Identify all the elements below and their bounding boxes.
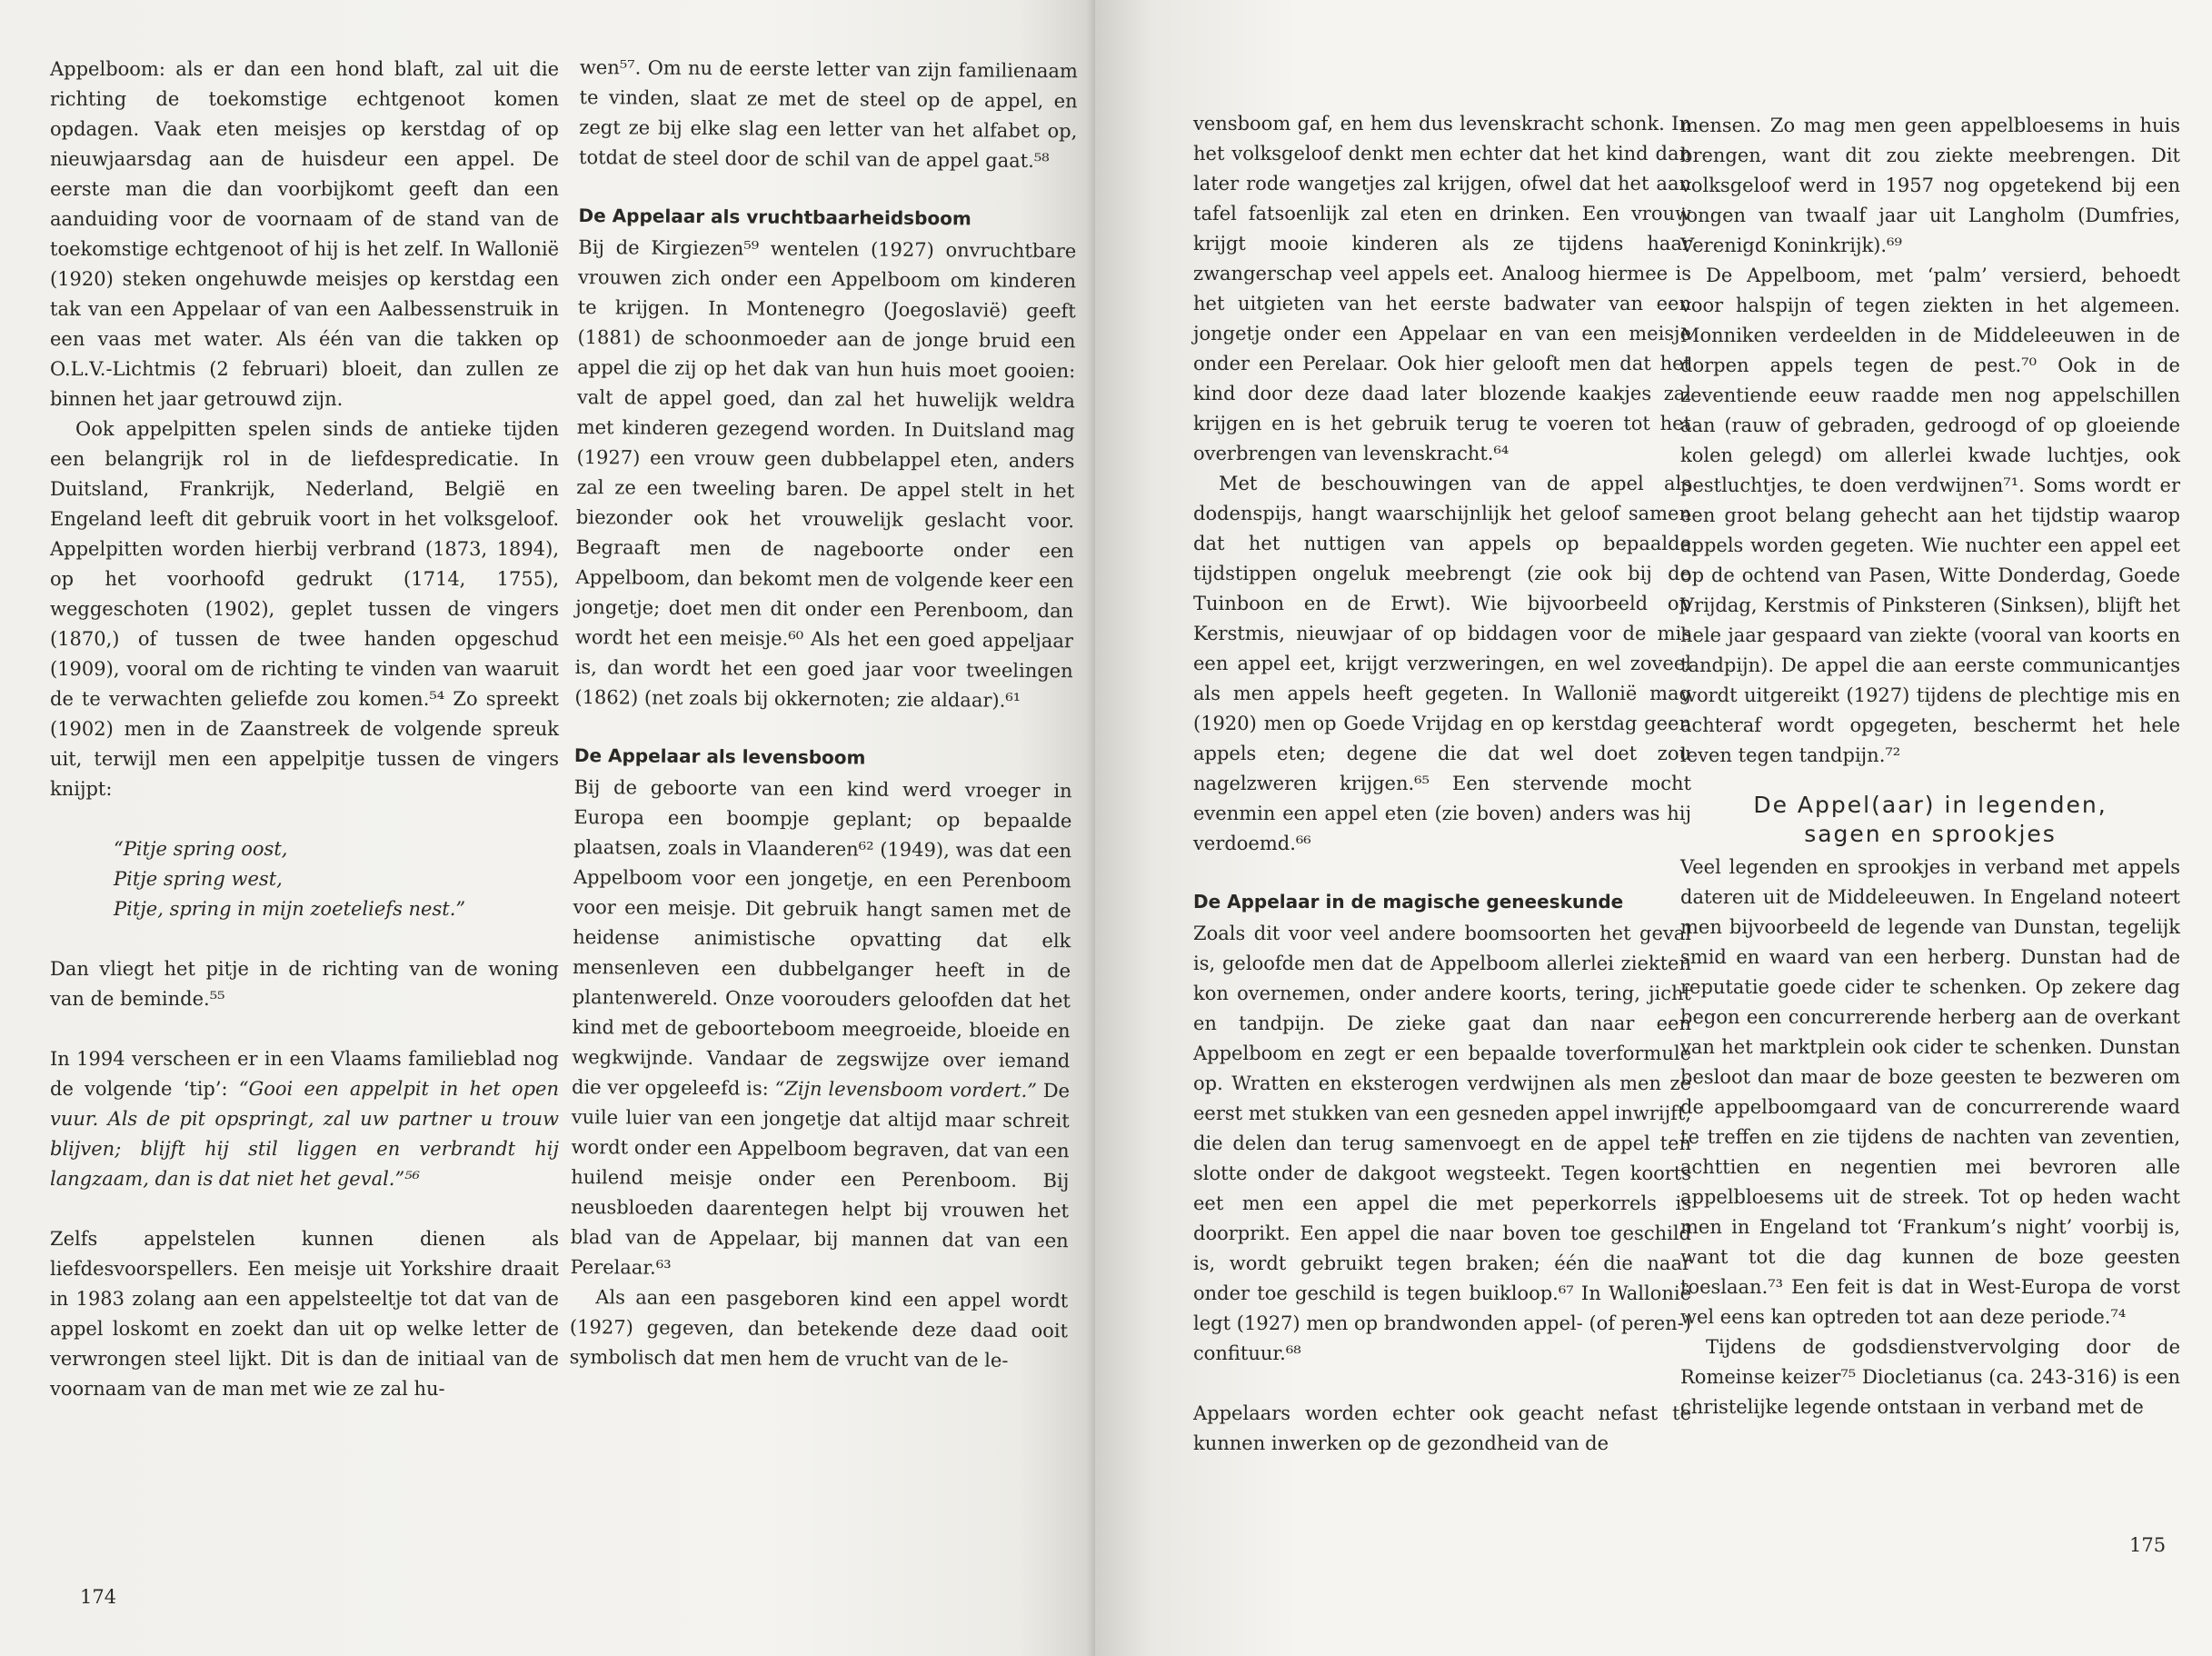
left-page: [0, 0, 1095, 1656]
paragraph: Tijdens de godsdienstvervolging door de Romeinse keizer⁷⁵ Diocletianus (ca. 243-316) is een christelijke legende ontstaan in verband met de: [1680, 1336, 2180, 1418]
paragraph: [570, 773, 1071, 1286]
section-heading: De Appelaar als levensboom: [573, 743, 866, 769]
quoted-tip: “Gooi een appelpit in het open vuur. Als de pit opspringt, zal uw partner u trouw blijven; blijft hij stil liggen en verbrandt hij langzaam, dan is dat niet het geval.”⁵⁶: [50, 1078, 559, 1190]
saying: “Zijn levensboom vordert.”: [774, 1077, 1038, 1102]
page-number: 175: [2129, 1534, 2167, 1556]
heading-line: De Appel(aar) in legenden,: [1753, 792, 2107, 818]
paragraph: Bij de Kirgiezen⁵⁹ wentelen (1927) onvruchtbare vrouwen zich onder een Appelboom om kinderen te krijgen. In Montenegro (Joegoslavië) geeft (1881) de schoonmoeder aan de jonge bruid een appel die zij op het dak van hun huis moet gooien: valt de appel goed, dan zal het huwelijk weldra met kinderen gezegend worden. In Duitsland mag (1927) een vrouw geen dubbelappel eten, anders zal ze een tweeling baren. De appel stelt in het biezonder ook het vrouwelijk geslacht voor. Begraaft men de nageboorte onder een Appelboom, dan bekomt men de volgende keer een jongetje; doet men dit onder een Perenboom, dan wordt het een meisje.⁶⁰ Als het een goed appeljaar is, dan wordt het een goed jaar voor tweelingen (1862) (net zoals bij okkernoten; zie aldaar).⁶¹: [574, 235, 1077, 712]
paragraph: [50, 1044, 559, 1194]
paragraph: Ook appelpitten spelen sinds de antieke tijden een belangrijk rol in de liefdespredicatie. In Duitsland, Frankrijk, Nederland, België en Engeland leeft dit gebruik voort in het volksgeloof. Appelpitten worden hierbij verbrand (1873, 1894), op het voorhoofd gedrukt (1714, 1755), weggeschoten (1902), geplet tussen de vingers (1870,) of tussen de twee handen opgeschud (1909), vooral om de richting te vinden van waaruit de te verwachten geliefde zou komen.⁵⁴ Zo spreekt (1902) men in de Zaanstreek de volgende spreuk uit, terwijl men een appelpitje tussen de vingers knijpt:: [50, 418, 559, 800]
verse-block: [114, 834, 559, 924]
right-column-2: [1680, 111, 2180, 1422]
verse-line: Pitje, spring in mijn zoeteliefs nest.”: [114, 898, 466, 920]
paragraph: Zelfs appelstelen kunnen dienen als liefdesvoorspellers. Een meisje uit Yorkshire draait in 1983 zolang aan een appelsteeltje tot dat van de appel loskomt en zoekt dan uit op welke letter de verwrongen steel lijkt. Dit is dan de initiaal van de voornaam van de man met wie ze zal hu-: [50, 1228, 559, 1400]
right-column-1: [1193, 109, 1691, 1459]
right-page: [1095, 0, 2212, 1656]
paragraph-text: In 1994 verscheen er in een Vlaams familieblad nog de volgende ‘tip’:: [50, 1048, 559, 1100]
paragraph: Als aan een pasgeboren kind een appel wordt (1927) gegeven, dan betekende deze daad ooit symbolisch dat men hem de vrucht van de le-: [569, 1286, 1069, 1372]
paragraph: mensen. Zo mag men geen appelbloesems in huis brengen, want dit zou ziekte meebrengen. Dit volksgeloof werd in 1957 nog opgetekend bij een jongen van twaalf jaar uit Langholm (Dumfries, Verenigd Koninkrijk).⁶⁹: [1680, 115, 2180, 256]
paragraph: wen⁵⁷. Om nu de eerste letter van zijn familienaam te vinden, slaat ze met de steel op de appel, en zegt ze bij elke slag een letter van het alfabet op, totdat de steel door de schil van de appel gaat.⁵⁸: [579, 55, 1078, 173]
heading-line: sagen en sprookjes: [1804, 821, 2057, 847]
paragraph: Met de beschouwingen van de appel als dodenspijs, hangt waarschijnlijk het geloof samen dat het nuttigen van appels op bepaalde tijdstippen ongeluk meebrengt (zie ook bij de Tuinboon en de Erwt). Wie bijvoorbeeld op Kerstmis, nieuwjaar of op biddagen voor de mis een appel eet, krijgt verzweringen, en wel zoveel als men appels heeft gegeten. In Wallonië mag (1920) men op Goede Vrijdag en op kerstdag geen appels eten; degene die dat wel doet zou nagelzweren krijgen.⁶⁵ Een stervende mocht evenmin een appel eten (zie boven) anders was hij verdoemd.⁶⁶: [1193, 473, 1691, 854]
verse-line: “Pitje spring oost,: [114, 838, 288, 860]
paragraph: De Appelboom, met ‘palm’ versierd, behoedt voor halspijn of tegen ziekten in het algemeen. Monniken verdeelden in de Middeleeuwen in de dorpen appels tegen de pest.⁷⁰ Ook in de zeventiende eeuw raadde men nog appelschillen aan (rauw of gebraden, gedroogd of op gloeiende kolen gelegd) om allerlei kwade luchtjes, ook pestluchtjes, te doen verdwijnen⁷¹. Soms wordt er een groot belang gehecht aan het tijdstip waarop appels worden gegeten. Wie nuchter een appel eet op de ochtend van Pasen, Witte Donderdag, Goede Vrijdag, Kerstmis of Pinksteren (Sinksen), blijft het hele jaar gespaard van ziekte (vooral van koorts en tandpijn). De appel die aan eerste communicantjes wordt uitgereikt (1927) tijdens de plechtige mis en achteraf wordt opgegeten, beschermt het hele leven tegen tandpijn.⁷²: [1680, 264, 2180, 766]
section-heading: De Appelaar in de magische geneeskunde: [1193, 891, 1624, 913]
section-heading: De Appelaar als vruchtbaarheidsboom: [578, 204, 971, 230]
paragraph-text: De vuile luier van een jongetje dat altijd maar schreit wordt onder een Appelboom begraven, dat van een huilend meisje onder een Perenboom. Bij neusbloeden daarentegen helpt bij vrouwen het blad van de Appelaar, bij mannen dat van een Perelaar.⁶³: [570, 1079, 1071, 1279]
paragraph: Veel legenden en sprookjes in verband met appels dateren uit de Middeleeuwen. In Engeland noteert men bijvoorbeeld de legende van Dunstan, tegelijk smid en waard van een herberg. Dunstan had de reputatie goede cider te schenken. Op zekere dag begon een concurrerende herberg aan de overkant van het marktplein ook cider te schenken. Dunstan besloot dan maar de boze geesten te bezweren om de appelboomgaard van de concurrerende waard te treffen en zie tijdens de nachten van zeventien, achttien en negentien mei bevroren alle appelbloesems uit de streek. Tot op heden wacht men in Engeland tot ‘Frankum’s night’ voorbij is, want tot die dag kunnen de boze geesten toeslaan.⁷³ Een feit is dat in West-Europa de vorst wel eens kan optreden tot aan deze periode.⁷⁴: [1680, 856, 2180, 1328]
left-column-2: [570, 53, 1078, 1376]
page-number: 174: [80, 1586, 117, 1608]
verse-line: Pitje spring west,: [114, 868, 283, 890]
chapter-section-heading: [1680, 791, 2180, 849]
paragraph: Appelaars worden echter ook geacht nefast te kunnen inwerken op de gezondheid van de: [1193, 1402, 1691, 1454]
paragraph: Dan vliegt het pitje in de richting van de woning van de beminde.⁵⁵: [50, 958, 559, 1010]
paragraph: Zoals dit voor veel andere boomsoorten het geval is, geloofde men dat de Appelboom allerlei ziekten kon overnemen, onder andere koorts, tering, jicht en tandpijn. De zieke gaat dan naar een Appelboom en zegt er een bepaalde toverformule op. Wratten en eksterogen verdwijnen als men ze eerst met stukken van een gesneden appel inwrijft, die delen dan terug samenvoegt en de appel ten slotte onder de dakgoot wegsteekt. Tegen koorts eet men een appel die met peperkorrels is doorprikt. Een appel die naar boven toe geschild is, wordt gebruikt tegen braken; één die naar onder toe geschild is tegen buikloop.⁶⁷ In Wallonië legt (1927) men op brandwonden appel- (of peren-) confituur.⁶⁸: [1193, 923, 1691, 1364]
paragraph-text: Bij de geboorte van een kind werd vroeger in Europa een boompje geplant; op bepaalde plaatsen, zoals in Vlaanderen⁶² (1949), was dat een Appelboom voor een jongetje, en een Perenboom voor een meisje. Dit gebruik hangt samen met de heidense animistische opvatting dat elk mensenleven een dubbelganger heeft in de plantenwereld. Onze voorouders geloofden dat het kind met de geboorteboom meegroeide, bloeide en wegkwijnde. Vandaar de zegswijze over iemand die ver opgeleefd is:: [571, 775, 1072, 1100]
paragraph: Appelboom: als er dan een hond blaft, zal uit die richting de toekomstige echtgenoot komen opdagen. Vaak eten meisjes op kerstdag of op nieuwjaarsdag aan de huisdeur een appel. De eerste man die dan voorbijkomt geeft dan een aanduiding voor de voornaam of de stand van de toekomstige echtgenoot of hij is het zelf. In Wallonië (1920) steken ongehuwde meisjes op kerstdag een tak van een Appelaar of van een Aalbessenstruik in een vaas met water. Als één van die takken op O.L.V.-Lichtmis (2 februari) bloeit, dan zullen ze binnen het jaar getrouwd zijn.: [50, 58, 559, 410]
left-column-1: [50, 55, 559, 1404]
paragraph: vensboom gaf, en hem dus levenskracht schonk. In het volksgeloof denkt men echter dat het kind dan later rode wangetjes zal krijgen, ofwel dat het aan tafel fatsoenlijk zal eten en drinken. Een vrouw krijgt mooie kinderen als ze tijdens haar zwangerschap veel appels eet. Analoog hiermee is het uitgieten van het eerste badwater van een jongetje onder een Appelaar en van een meisje onder een Perelaar. Ook hier gelooft men dat het kind door deze daad later blozende kaakjes zal krijgen en is het gebruik terug te voeren tot het overbrengen van levenskracht.⁶⁴: [1193, 113, 1691, 464]
